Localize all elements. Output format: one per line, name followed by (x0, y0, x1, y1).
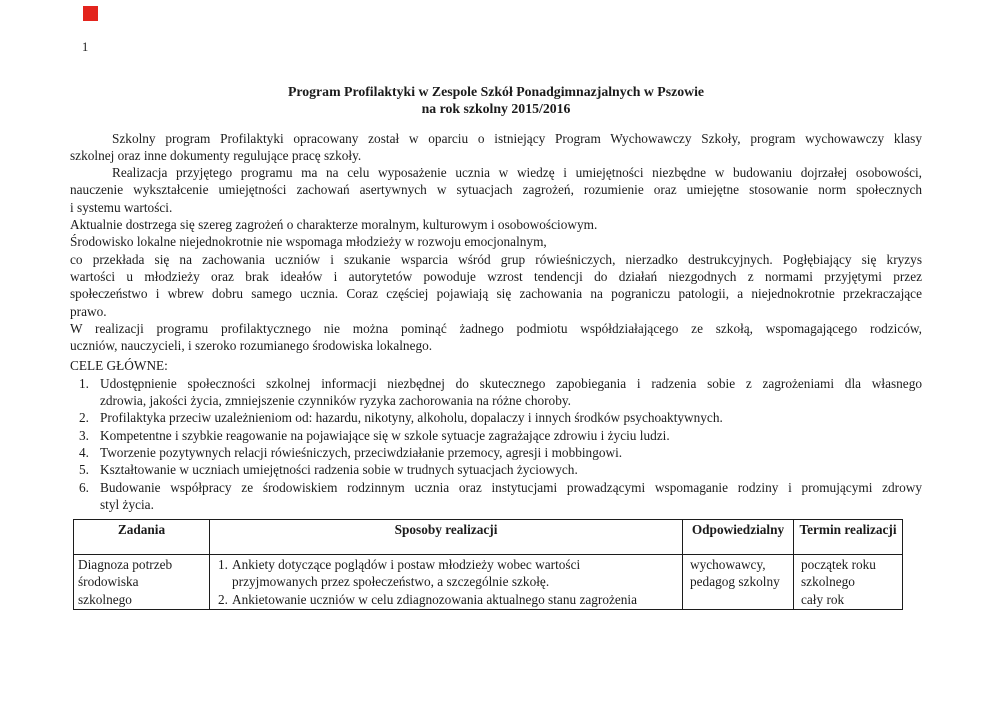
goal-text (100, 427, 922, 444)
table-cell-sposoby (210, 555, 683, 610)
goal-number: 1. (79, 375, 89, 391)
cell-list-number: 1. (218, 557, 228, 573)
cell-line: szkolnego (78, 591, 132, 607)
goal-text (100, 479, 922, 514)
cell-list-text: Ankietowanie uczniów w celu zdiagnozowania aktualnego stanu zagrożenia (232, 591, 638, 607)
cell-list-text: Ankiety dotyczące poglądów i postaw młodzieży wobec wartości (232, 557, 581, 573)
table-header-termin: Termin realizacji (794, 520, 903, 555)
paragraph-line: prawo. (70, 303, 107, 319)
cell-line: Diagnoza potrzeb (78, 557, 173, 573)
cell-line: środowiska (78, 574, 139, 590)
program-table-wrapper (73, 519, 922, 610)
table-header-odpowiedzialny: Odpowiedzialny (683, 520, 794, 555)
goals-heading: CELE GŁÓWNE: (70, 358, 168, 374)
goal-item (70, 427, 922, 444)
goal-item (70, 461, 922, 478)
cell-line: szkolnego (801, 574, 855, 590)
table-header-sposoby: Sposoby realizacji (210, 520, 683, 555)
cell-line: początek roku (801, 557, 876, 573)
page-number: 1 (82, 40, 89, 54)
goal-number: 4. (79, 444, 89, 460)
paragraph-line: Szkolny program Profilaktyki opracowany został w oparciu o istniejący Program Wychowawczy Szkoły, program wychowawczy klasy (112, 130, 922, 146)
cell-list-line (218, 573, 678, 590)
paragraph-line: Środowisko lokalne niejednokrotnie nie wspomaga młodzieży w rozwoju emocjonalnym, (70, 234, 547, 250)
goal-text (100, 461, 922, 478)
document-title (70, 83, 922, 118)
goal-text (100, 375, 922, 410)
intro-paragraphs (70, 130, 922, 355)
paragraph-line: wartości u młodzieży oraz brak ideałów i autorytetów powoduje wzrost tendencji do działań niezgodnych z normami przyjętymi przez (70, 268, 922, 284)
goal-line: Budowanie współpracy ze środowiskiem rodzinnym ucznia oraz instytucjami prowadzącymi wspomaganie rodziny i promującymi zdrowy (100, 479, 922, 495)
goal-line: Tworzenie pozytywnych relacji rówieśniczych, przeciwdziałanie przemocy, agresji i mobbingowi. (100, 444, 623, 460)
goals-list (70, 375, 922, 513)
goal-line: Kształtowanie w uczniach umiejętności radzenia sobie w trudnych sytuacjach życiowych. (100, 462, 578, 478)
goal-item (70, 444, 922, 461)
paragraph-line: szkolnej oraz inne dokumenty regulujące pracę szkoły. (70, 147, 362, 163)
goal-text (100, 444, 922, 461)
goal-item (70, 375, 922, 410)
cell-list-line (218, 591, 678, 608)
title-line-2: na rok szkolny 2015/2016 (421, 101, 571, 117)
paragraph-line: uczniów, nauczycieli, i szeroko rozumianego środowiska lokalnego. (70, 338, 433, 354)
goal-line: Udostępnienie społeczności szkolnej informacji niezbędnej do skutecznego zapobiegania i radzenia sobie z zagrożeniami dla własnego (100, 375, 922, 391)
table-cell-zadania (74, 555, 210, 610)
paragraph-line: Realizacja przyjętego programu ma na celu wyposażenie ucznia w wiedzę i umiejętności niezbędne w budowaniu dojrzałej osobowości, (112, 165, 922, 181)
table-cell-termin (794, 555, 903, 610)
table-cell-odpowiedzialny (683, 555, 794, 610)
goal-line: zdrowia, jakości życia, zmniejszenie czynników ryzyka zachorowania na różne choroby. (100, 393, 571, 409)
goal-line: Profilaktyka przeciw uzależnieniom od: hazardu, nikotyny, alkoholu, dopalaczy i innych środków psychoaktywnych. (100, 410, 723, 426)
paragraph-line: Aktualnie dostrzega się szereg zagrożeń o charakterze moralnym, kulturowym i osobowościowym. (70, 217, 598, 233)
cell-line: cały rok (801, 591, 845, 607)
cell-list-number: 2. (218, 591, 228, 607)
cell-list-number (218, 573, 232, 590)
goal-item (70, 409, 922, 426)
goal-number: 6. (79, 479, 89, 495)
cell-list-line (218, 556, 678, 573)
goal-number: 5. (79, 462, 89, 478)
goal-number: 2. (79, 410, 89, 426)
cell-line: pedagog szkolny (690, 574, 780, 590)
paragraph-line: społeczeństwo i wbrew dobru samego ucznia. Coraz częściej pojawiają się zachowania na pograniczu patologii, a niejednokrotnie przekraczające (70, 286, 922, 302)
red-annotation-marker (83, 6, 98, 21)
table-row (74, 555, 903, 610)
cell-line: wychowawcy, (690, 557, 766, 573)
paragraph-line: W realizacji programu profilaktycznego nie można pominąć żadnego podmiotu współdziałającego ze szkołą, wspomagającego rodziców, (70, 320, 922, 336)
paragraph-line: co przekłada się na zachowania uczniów i szukanie wsparcia wśród grup rówieśniczych, nierzadko destrukcyjnych. Pogłębiający się kryzys (70, 251, 922, 267)
cell-list-text: przyjmowanych przez społeczeństwo, a szczególnie szkołę. (232, 574, 550, 590)
goal-line: Kompetentne i szybkie reagowanie na pojawiające się w szkole sytuacje zagrażające zdrowiu i życiu ludzi. (100, 427, 670, 443)
goal-text (100, 409, 922, 426)
goal-item (70, 479, 922, 514)
title-line-1: Program Profilaktyki w Zespole Szkół Ponadgimnazjalnych w Pszowie (287, 84, 705, 99)
goal-number: 3. (79, 427, 89, 443)
table-header-zadania: Zadania (74, 520, 210, 555)
goal-line: styl życia. (100, 496, 154, 512)
table-header-row (74, 520, 903, 555)
program-table (73, 519, 903, 610)
paragraph-line: i systemu wartości. (70, 199, 173, 215)
paragraph-line: nauczenie wykształcenie umiejętności zachowań asertywnych w sytuacjach zagrożeń, rozumienie oraz umiejętne stosowanie norm społecznych (70, 182, 922, 198)
